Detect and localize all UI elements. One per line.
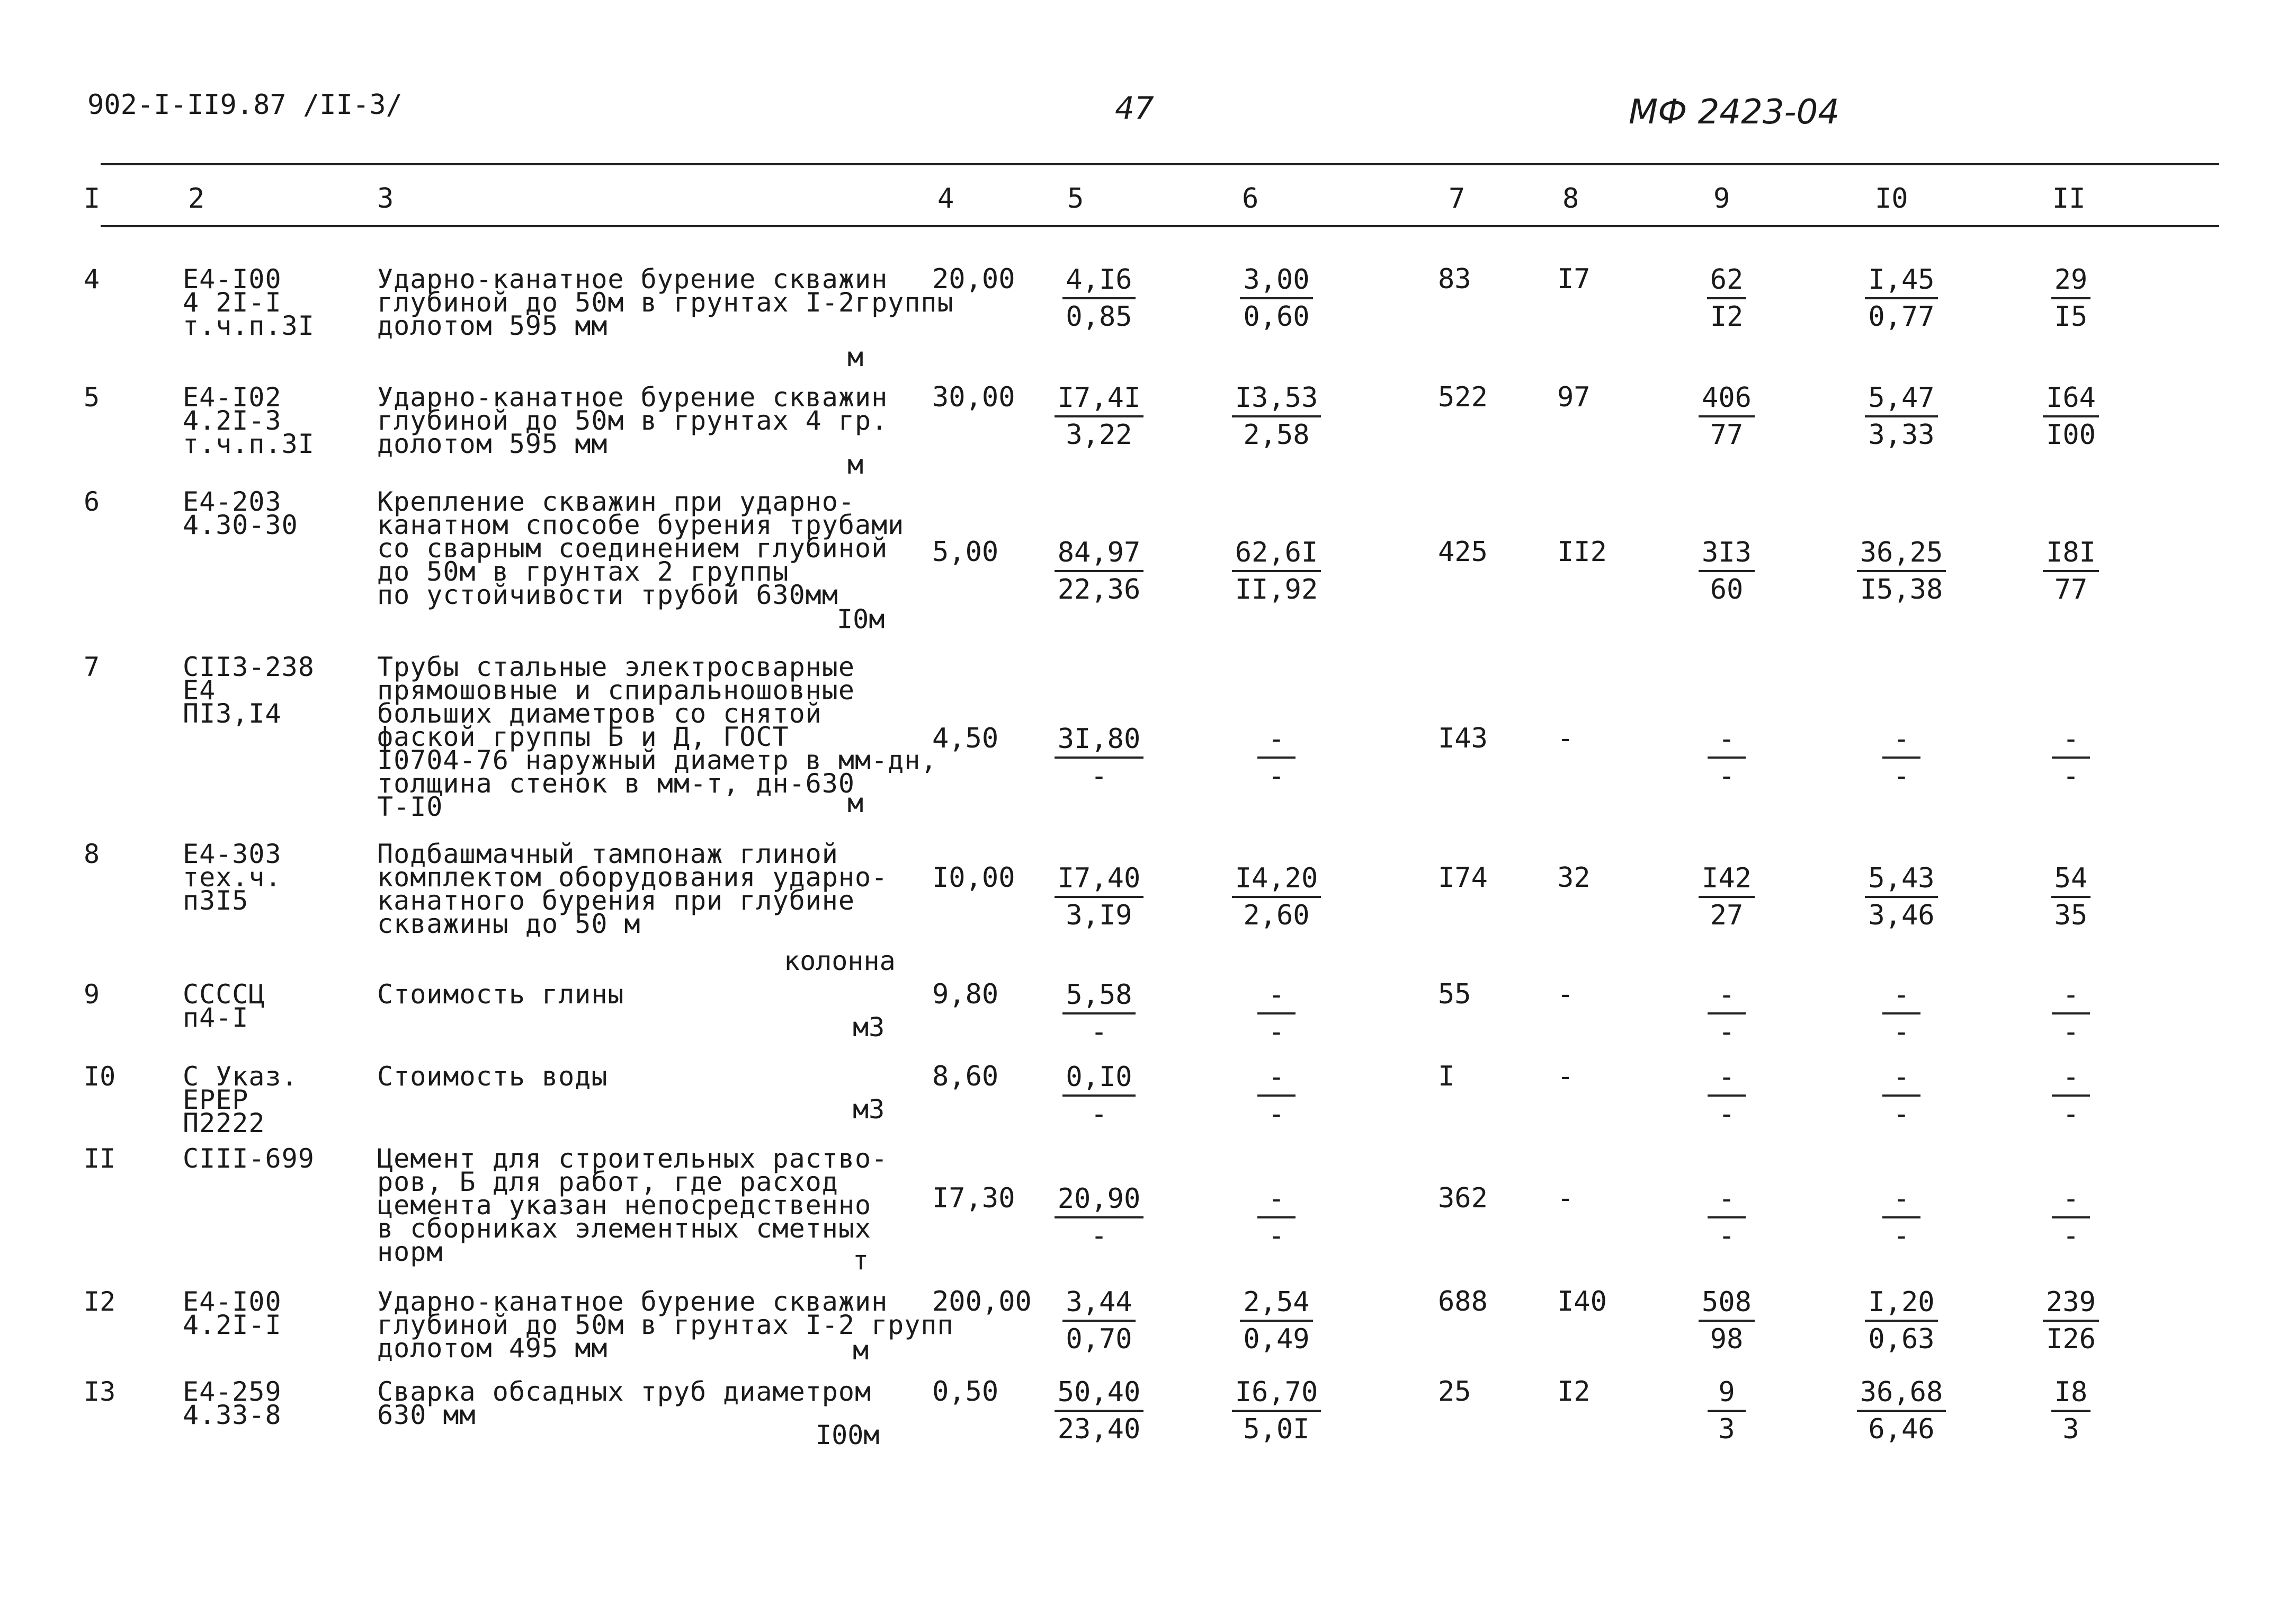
- col-header-5: 5: [1067, 183, 1084, 215]
- fraction-c9: [1668, 861, 1785, 933]
- fraction-numerator: I7,40: [1055, 861, 1144, 898]
- rate-code: СII3-238 Е4 ПI3,I4: [183, 652, 315, 729]
- fraction-numerator: -: [1708, 977, 1746, 1014]
- fraction-c10: [1843, 1285, 1960, 1357]
- fraction-c9: [1668, 262, 1785, 334]
- total-cost: I74: [1438, 862, 1488, 894]
- fraction-denominator: 0,60: [1243, 301, 1310, 333]
- fraction-denominator: 22,36: [1057, 574, 1141, 606]
- rate-code: Е4-259 4.33-8: [183, 1376, 282, 1430]
- document-code: 902-I-II9.87 /II-3/: [87, 89, 403, 121]
- rate-code: Е4-203 4.30-30: [183, 486, 298, 540]
- col-header-3: 3: [377, 183, 394, 215]
- quantity: I7,30: [932, 1182, 1015, 1214]
- fraction-c5: [1041, 722, 1157, 794]
- total-cost: 83: [1438, 263, 1471, 295]
- fraction-denominator: 27: [1710, 900, 1744, 931]
- row-number: 8: [84, 839, 100, 869]
- fraction-denominator: 2,58: [1243, 419, 1310, 451]
- fraction-numerator: I4,20: [1232, 861, 1321, 898]
- fraction-denominator: 0,49: [1243, 1323, 1310, 1355]
- total-cost: 55: [1438, 978, 1471, 1010]
- fraction-numerator: 3,00: [1240, 262, 1312, 299]
- fraction-numerator: -: [1882, 977, 1920, 1014]
- fraction-c10: [1843, 861, 1960, 933]
- fraction-c10: [1843, 535, 1960, 607]
- total-cost: I: [1438, 1061, 1455, 1092]
- fraction-denominator: I2: [1710, 301, 1744, 333]
- fraction-c9: [1668, 1285, 1785, 1357]
- fraction-numerator: I42: [1699, 861, 1755, 898]
- fraction-c6: [1218, 1181, 1335, 1253]
- fraction-numerator: I6,70: [1232, 1375, 1321, 1412]
- total-cost: 25: [1438, 1376, 1471, 1408]
- col-header-10: I0: [1875, 183, 1908, 215]
- fraction-numerator: I8: [2051, 1375, 2091, 1412]
- fraction-denominator: -: [1718, 1220, 1735, 1252]
- wage-total: -: [1557, 1182, 1574, 1214]
- fraction-numerator: -: [1257, 1181, 1296, 1218]
- fraction-denominator: I5,38: [1860, 574, 1943, 606]
- wage-total: -: [1557, 723, 1574, 754]
- fraction-c10: [1843, 722, 1960, 794]
- fraction-denominator: 5,0I: [1243, 1413, 1310, 1445]
- fraction-c5: [1041, 380, 1157, 452]
- fraction-c11: [2013, 1181, 2129, 1253]
- rate-code: Е4-303 тех.ч. п3I5: [183, 839, 282, 916]
- fraction-numerator: 50,40: [1055, 1375, 1144, 1412]
- col-header-9: 9: [1713, 183, 1730, 215]
- fraction-c6: [1218, 1060, 1335, 1132]
- fraction-numerator: 239: [2043, 1285, 2099, 1322]
- rate-code: СIII-699: [183, 1143, 315, 1174]
- measurement-unit: м3: [853, 1094, 885, 1125]
- fraction-c6: [1218, 380, 1335, 452]
- fraction-numerator: -: [1708, 1181, 1746, 1218]
- measurement-unit: колонна: [784, 946, 896, 976]
- fraction-c10: [1843, 262, 1960, 334]
- fraction-c11: [2013, 861, 2129, 933]
- fraction-c6: [1218, 861, 1335, 933]
- col-header-4: 4: [937, 183, 954, 215]
- fraction-c9: [1668, 1181, 1785, 1253]
- fraction-numerator: -: [2052, 1181, 2090, 1218]
- measurement-unit: м: [853, 1335, 869, 1366]
- fraction-numerator: -: [1708, 1060, 1746, 1097]
- fraction-numerator: -: [2052, 1060, 2090, 1097]
- row-number: I0: [84, 1061, 116, 1092]
- total-cost: 425: [1438, 536, 1488, 568]
- fraction-numerator: -: [1882, 1060, 1920, 1097]
- fraction-denominator: -: [1718, 1016, 1735, 1048]
- fraction-c5: [1041, 1060, 1157, 1132]
- fraction-numerator: -: [1882, 722, 1920, 759]
- fraction-numerator: -: [2052, 977, 2090, 1014]
- wage-total: I40: [1557, 1286, 1607, 1318]
- fraction-numerator: 9: [1708, 1375, 1746, 1412]
- fraction-numerator: I8I: [2043, 535, 2099, 572]
- fraction-numerator: 29: [2051, 262, 2091, 299]
- measurement-unit: I0м: [837, 604, 885, 635]
- col-header-6: 6: [1242, 183, 1259, 215]
- fraction-numerator: 406: [1699, 380, 1755, 417]
- fraction-denominator: 23,40: [1057, 1413, 1141, 1445]
- fraction-numerator: -: [1708, 722, 1746, 759]
- fraction-c11: [2013, 1375, 2129, 1447]
- fraction-c11: [2013, 722, 2129, 794]
- fraction-c5: [1041, 1181, 1157, 1253]
- rate-code: Е4-I00 4 2I-I т.ч.п.3I: [183, 264, 315, 341]
- fraction-denominator: 3,22: [1066, 419, 1132, 451]
- fraction-c5: [1041, 1375, 1157, 1447]
- fraction-denominator: I26: [2046, 1323, 2096, 1355]
- fraction-denominator: 0,77: [1868, 301, 1935, 333]
- fraction-numerator: -: [1257, 1060, 1296, 1097]
- fraction-denominator: -: [2062, 1220, 2079, 1252]
- fraction-numerator: 508: [1699, 1285, 1755, 1322]
- fraction-c5: [1041, 861, 1157, 933]
- wage-total: I7: [1557, 263, 1591, 295]
- fraction-c10: [1843, 977, 1960, 1049]
- fraction-denominator: 3: [2062, 1413, 2079, 1445]
- quantity: 200,00: [932, 1286, 1032, 1318]
- work-description: Стоимость воды: [377, 1061, 608, 1092]
- fraction-c9: [1668, 1375, 1785, 1447]
- fraction-denominator: 2,60: [1243, 900, 1310, 931]
- fraction-denominator: 77: [1710, 419, 1744, 451]
- measurement-unit: м: [847, 342, 864, 372]
- fraction-c11: [2013, 535, 2129, 607]
- fraction-c11: [2013, 1285, 2129, 1357]
- fraction-numerator: 36,68: [1857, 1375, 1946, 1412]
- fraction-numerator: 5,58: [1062, 977, 1135, 1014]
- measurement-unit: т: [853, 1245, 869, 1276]
- fraction-denominator: -: [1091, 760, 1107, 792]
- quantity: 20,00: [932, 263, 1015, 295]
- fraction-numerator: I3,53: [1232, 380, 1321, 417]
- fraction-numerator: 62: [1707, 262, 1747, 299]
- quantity: 4,50: [932, 723, 999, 754]
- fraction-numerator: 36,25: [1857, 535, 1946, 572]
- fraction-numerator: -: [1257, 977, 1296, 1014]
- fraction-denominator: 60: [1710, 574, 1744, 606]
- fraction-numerator: 3I3: [1699, 535, 1755, 572]
- fraction-numerator: 84,97: [1055, 535, 1144, 572]
- fraction-denominator: -: [1268, 760, 1285, 792]
- page-number: 47: [1115, 90, 1154, 126]
- fraction-c6: [1218, 977, 1335, 1049]
- fraction-numerator: 3I,80: [1055, 722, 1144, 759]
- fraction-denominator: 6,46: [1868, 1413, 1935, 1445]
- fraction-numerator: 4,I6: [1062, 262, 1135, 299]
- work-description: Трубы стальные электросварные прямошовные и спиральношовные больших диаметров со снятой фаской группы Б и Д, ГОСТ I0704-76 наружный диаметр в мм-дн, толщина стенок в мм-т, дн-630 Т-I0: [377, 652, 937, 822]
- fraction-numerator: 62,6I: [1232, 535, 1321, 572]
- row-number: 6: [84, 486, 100, 517]
- fraction-numerator: 5,47: [1865, 380, 1937, 417]
- fraction-denominator: -: [1893, 760, 1910, 792]
- fraction-denominator: 0,70: [1066, 1323, 1132, 1355]
- fraction-c9: [1668, 977, 1785, 1049]
- fraction-c5: [1041, 262, 1157, 334]
- row-number: 4: [84, 264, 100, 295]
- fraction-denominator: -: [2062, 1016, 2079, 1048]
- fraction-numerator: 2,54: [1240, 1285, 1312, 1322]
- fraction-denominator: -: [1268, 1016, 1285, 1048]
- fraction-numerator: I,20: [1865, 1285, 1937, 1322]
- fraction-c6: [1218, 1285, 1335, 1357]
- measurement-unit: м: [847, 788, 864, 818]
- fraction-denominator: -: [1718, 1098, 1735, 1130]
- fraction-denominator: -: [1091, 1016, 1107, 1048]
- fraction-c11: [2013, 380, 2129, 452]
- work-description: Сварка обсадных труб диаметром 630 мм: [377, 1376, 872, 1430]
- fraction-c5: [1041, 535, 1157, 607]
- fraction-denominator: II,92: [1235, 574, 1318, 606]
- fraction-c10: [1843, 380, 1960, 452]
- rate-code: С Указ. ЕРЕР П2222: [183, 1061, 298, 1138]
- total-cost: 362: [1438, 1182, 1488, 1214]
- col-header-1: I: [84, 183, 101, 215]
- measurement-unit: м: [847, 449, 864, 480]
- fraction-denominator: 3,46: [1868, 900, 1935, 931]
- header-rule: [101, 225, 2219, 227]
- fraction-c6: [1218, 535, 1335, 607]
- work-description: Цемент для строительных раство- ров, Б для работ, где расход цемента указан непосредственно в сборниках элементных сметных норм: [377, 1143, 888, 1267]
- fraction-numerator: 0,I0: [1062, 1060, 1135, 1097]
- work-description: Стоимость глины: [377, 979, 624, 1010]
- fraction-numerator: 20,90: [1055, 1181, 1144, 1218]
- fraction-denominator: -: [1893, 1220, 1910, 1252]
- fraction-denominator: 3,I9: [1066, 900, 1132, 931]
- total-cost: 522: [1438, 381, 1488, 413]
- fraction-c9: [1668, 722, 1785, 794]
- fraction-numerator: I7,4I: [1055, 380, 1144, 417]
- fraction-numerator: -: [1257, 722, 1296, 759]
- fraction-c10: [1843, 1375, 1960, 1447]
- rate-code: ССССЦ п4-I: [183, 979, 265, 1033]
- work-description: Подбашмачный тампонаж глиной комплектом оборудования ударно- канатного бурения при глубине скважины до 50 м: [377, 839, 888, 939]
- fraction-denominator: I5: [2054, 301, 2088, 333]
- quantity: 5,00: [932, 536, 999, 568]
- row-number: I3: [84, 1376, 116, 1407]
- fraction-numerator: 5,43: [1865, 861, 1937, 898]
- rate-code: Е4-I02 4.2I-3 т.ч.п.3I: [183, 382, 315, 459]
- col-header-11: II: [2052, 183, 2086, 215]
- fraction-numerator: 3,44: [1062, 1285, 1135, 1322]
- quantity: 9,80: [932, 978, 999, 1010]
- fraction-c9: [1668, 1060, 1785, 1132]
- fraction-numerator: -: [1882, 1181, 1920, 1218]
- rate-code: Е4-I00 4.2I-I: [183, 1286, 282, 1340]
- fraction-numerator: -: [2052, 722, 2090, 759]
- fraction-c5: [1041, 1285, 1157, 1357]
- work-description: Крепление скважин при ударно- канатном способе бурения трубами со сварным соединением глубиной до 50м в грунтах 2 группы по устойчивости трубой 630мм: [377, 486, 905, 610]
- wage-total: -: [1557, 1061, 1574, 1092]
- fraction-denominator: 0,63: [1868, 1323, 1935, 1355]
- fraction-denominator: -: [1893, 1016, 1910, 1048]
- wage-total: -: [1557, 978, 1574, 1010]
- col-header-7: 7: [1449, 183, 1466, 215]
- fraction-c11: [2013, 977, 2129, 1049]
- measurement-unit: м3: [853, 1012, 885, 1043]
- fraction-denominator: -: [1268, 1220, 1285, 1252]
- fraction-denominator: -: [1268, 1098, 1285, 1130]
- fraction-c5: [1041, 977, 1157, 1049]
- fraction-denominator: 98: [1710, 1323, 1744, 1355]
- fraction-c10: [1843, 1181, 1960, 1253]
- row-number: II: [84, 1143, 116, 1174]
- fraction-c6: [1218, 262, 1335, 334]
- fraction-denominator: -: [1091, 1098, 1107, 1130]
- quantity: 30,00: [932, 381, 1015, 413]
- work-description: Ударно-канатное бурение скважин глубиной до 50м в грунтах 4 гр. долотом 595 мм: [377, 382, 888, 459]
- fraction-c9: [1668, 535, 1785, 607]
- fraction-denominator: 35: [2054, 900, 2088, 931]
- fraction-denominator: -: [2062, 1098, 2079, 1130]
- fraction-c6: [1218, 722, 1335, 794]
- fraction-c10: [1843, 1060, 1960, 1132]
- fraction-denominator: 3: [1718, 1413, 1735, 1445]
- fraction-denominator: 77: [2054, 574, 2088, 606]
- fraction-denominator: -: [1091, 1220, 1107, 1252]
- total-cost: I43: [1438, 723, 1488, 754]
- row-number: 7: [84, 652, 100, 682]
- col-header-8: 8: [1562, 183, 1579, 215]
- row-number: 5: [84, 382, 100, 413]
- col-header-2: 2: [188, 183, 205, 215]
- fraction-denominator: -: [1718, 760, 1735, 792]
- wage-total: 32: [1557, 862, 1591, 894]
- top-rule: [101, 163, 2219, 165]
- fraction-denominator: 0,85: [1066, 301, 1132, 333]
- wage-total: I2: [1557, 1376, 1591, 1408]
- fraction-numerator: I64: [2043, 380, 2099, 417]
- work-description: Ударно-канатное бурение скважин глубиной до 50м в грунтах I-2 групп долотом 495 мм: [377, 1286, 954, 1364]
- fraction-denominator: I00: [2046, 419, 2096, 451]
- total-cost: 688: [1438, 1286, 1488, 1318]
- fraction-c6: [1218, 1375, 1335, 1447]
- fraction-numerator: 54: [2051, 861, 2091, 898]
- fraction-denominator: -: [1893, 1098, 1910, 1130]
- fraction-c9: [1668, 380, 1785, 452]
- fraction-numerator: I,45: [1865, 262, 1937, 299]
- fraction-denominator: -: [2062, 760, 2079, 792]
- fraction-c11: [2013, 262, 2129, 334]
- quantity: 8,60: [932, 1061, 999, 1092]
- fraction-c11: [2013, 1060, 2129, 1132]
- row-number: I2: [84, 1286, 116, 1317]
- row-number: 9: [84, 979, 100, 1010]
- wage-total: 97: [1557, 381, 1591, 413]
- quantity: I0,00: [932, 862, 1015, 894]
- quantity: 0,50: [932, 1376, 999, 1408]
- work-description: Ударно-канатное бурение скважин глубиной до 50м в грунтах I-2группы долотом 595 мм: [377, 264, 954, 341]
- handwritten-code: МФ 2423-04: [1629, 93, 1840, 132]
- fraction-denominator: 3,33: [1868, 419, 1935, 451]
- wage-total: II2: [1557, 536, 1607, 568]
- measurement-unit: I00м: [816, 1420, 880, 1450]
